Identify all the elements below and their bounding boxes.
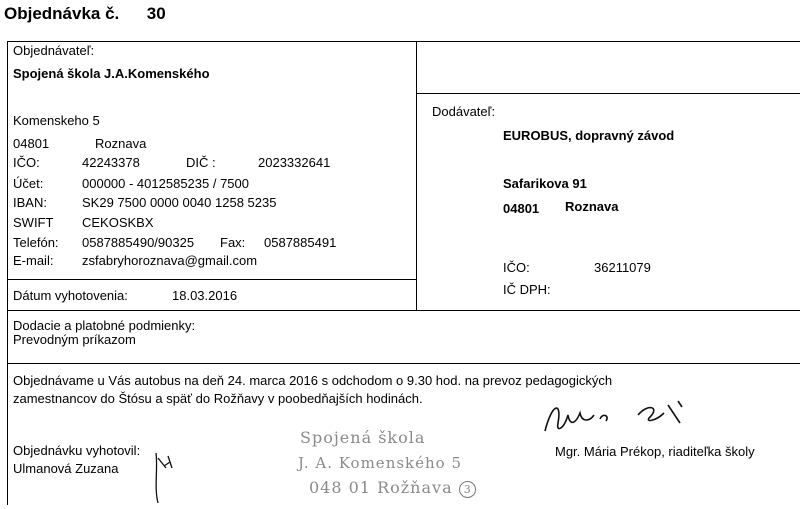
buyer-swift: CEKOSKBX bbox=[82, 215, 154, 230]
supplier-zip: 04801 bbox=[503, 201, 540, 216]
supplier-ico: 36211079 bbox=[594, 260, 651, 275]
created-by-name: Ulmanová Zuzana bbox=[13, 461, 119, 476]
buyer-account: 000000 - 4012585235 / 7500 bbox=[82, 176, 249, 191]
buyer-dic-label: DIČ : bbox=[186, 155, 216, 170]
school-stamp-number: 3 bbox=[459, 481, 476, 498]
buyer-phone: 0587885490/90325 bbox=[82, 235, 195, 250]
order-text-line1: Objednávame u Vás autobus na deň 24. marca 2016 s odchodom o 9.30 hod. na prevoz pedagogických bbox=[13, 373, 613, 388]
buyer-swift-label: SWIFT bbox=[13, 215, 54, 230]
order-title bbox=[4, 4, 166, 24]
supplier-top-border bbox=[416, 93, 800, 94]
school-stamp-line1: Spojená škola bbox=[300, 428, 426, 447]
buyer-fax-label: Fax: bbox=[220, 235, 246, 250]
order-number: 30 bbox=[146, 4, 166, 23]
buyer-iban: SK29 7500 0000 0040 1258 5235 bbox=[82, 195, 277, 210]
buyer-city: Roznava bbox=[95, 136, 147, 151]
terms-label: Dodacie a platobné podmienky: bbox=[13, 318, 196, 333]
supplier-name: EUROBUS, dopravný závod bbox=[503, 128, 675, 143]
school-stamp-line3 bbox=[309, 478, 476, 498]
creator-signature bbox=[148, 438, 178, 508]
buyer-ico: 42243378 bbox=[82, 155, 140, 170]
order-text-line2: zamestnancov do Štósu a späť do Rožňavy v poobedňajších hodinách. bbox=[13, 391, 423, 406]
frame-top-border bbox=[7, 41, 800, 42]
created-by-label: Objednávku vyhotovil: bbox=[13, 443, 141, 458]
buyer-dic: 2023332641 bbox=[258, 155, 331, 170]
terms-value: Prevodným príkazom bbox=[13, 332, 136, 347]
issue-date-value: 18.03.2016 bbox=[172, 288, 238, 303]
approver-name: Mgr. Mária Prékop, riaditeľka školy bbox=[555, 444, 755, 459]
buyer-phone-label: Telefón: bbox=[13, 235, 59, 250]
buyer-fax: 0587885491 bbox=[264, 235, 337, 250]
buyer-iban-label: IBAN: bbox=[13, 195, 47, 210]
buyer-ico-label: IČO: bbox=[13, 155, 40, 170]
buyer-email-label: E-mail: bbox=[13, 253, 54, 268]
supplier-label: Dodávateľ: bbox=[432, 104, 496, 119]
supplier-ico-label: IČO: bbox=[503, 260, 530, 275]
supplier-icdph-label: IČ DPH: bbox=[503, 282, 551, 297]
director-signature bbox=[540, 393, 720, 443]
order-text-top-border bbox=[7, 363, 800, 364]
terms-top-border bbox=[7, 310, 800, 311]
date-top-border bbox=[7, 279, 416, 280]
buyer-account-label: Účet: bbox=[13, 176, 44, 191]
school-stamp-city: 048 01 Rožňava bbox=[309, 478, 453, 497]
issue-date-label: Dátum vyhotovenia: bbox=[13, 288, 128, 303]
frame-left-border bbox=[7, 41, 8, 505]
buyer-supplier-divider bbox=[416, 41, 417, 311]
school-stamp-line2: J. A. Komenského 5 bbox=[298, 454, 463, 472]
order-title-label: Objednávka č. bbox=[4, 4, 120, 23]
supplier-city: Roznava bbox=[565, 199, 619, 214]
buyer-street: Komenskeho 5 bbox=[13, 113, 100, 128]
buyer-zip: 04801 bbox=[13, 136, 50, 151]
buyer-label: Objednávateľ: bbox=[13, 43, 95, 58]
buyer-email: zsfabryhoroznava@gmail.com bbox=[82, 253, 258, 268]
buyer-name: Spojená škola J.A.Komenského bbox=[13, 66, 210, 81]
supplier-street: Safarikova 91 bbox=[503, 176, 587, 191]
